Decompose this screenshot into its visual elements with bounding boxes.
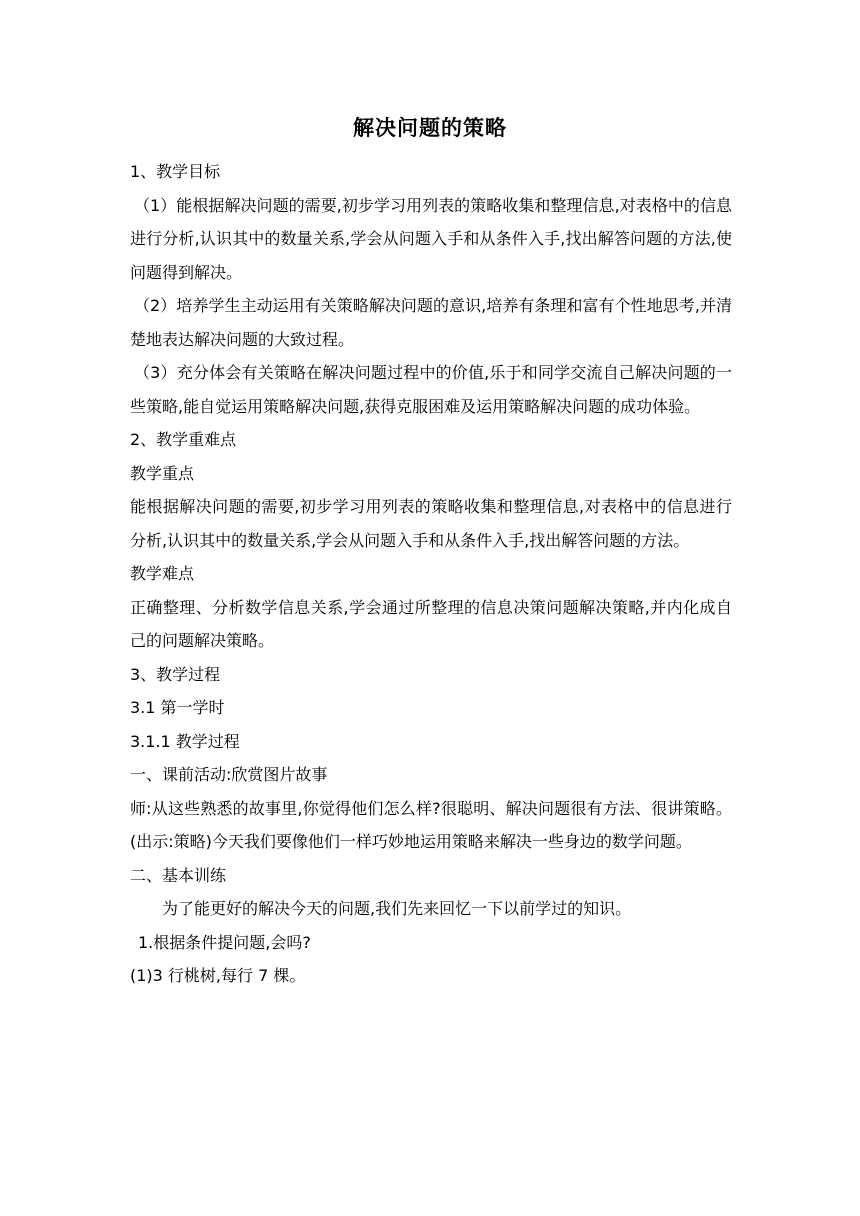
- paragraph: （2）培养学生主动运用有关策略解决问题的意识,培养有条理和富有个性地思考,并清楚地表达解决问题的大致过程。: [130, 296, 732, 349]
- subheading: 教学难点: [130, 564, 195, 583]
- paragraph: 正确整理、分析数学信息关系,学会通过所整理的信息决策问题解决策略,并内化成自己的问题解决策略。: [130, 597, 732, 650]
- paragraph: 为了能更好的解决今天的问题,我们先来回忆一下以前学过的知识。: [162, 899, 632, 918]
- subheading: 一、课前活动:欣赏图片故事: [130, 765, 328, 784]
- paragraph: （3）充分体会有关策略在解决问题过程中的价值,乐于和同学交流自己解决问题的一些策略,能自觉运用策略解决问题,获得克服困难及运用策略解决问题的成功体验。: [130, 363, 732, 416]
- paragraph: 师:从这些熟悉的故事里,你觉得他们怎么样?很聪明、解决问题很有方法、很讲策略。(出示:策略)今天我们要像他们一样巧妙地运用策略来解决一些身边的数学问题。: [130, 798, 732, 851]
- paragraph: （1）能根据解决问题的需要,初步学习用列表的策略收集和整理信息,对表格中的信息进行分析,认识其中的数量关系,学会从问题入手和从条件入手,找出解答问题的方法,使问题得到解决。: [130, 195, 732, 282]
- section-heading: 2、教学重难点: [130, 430, 237, 449]
- subheading: 教学重点: [130, 463, 195, 483]
- subheading: 二、基本训练: [130, 865, 227, 885]
- section-heading: 1、教学目标: [130, 162, 221, 181]
- paragraph: 1.根据条件提问题,会吗?: [138, 932, 311, 952]
- section-heading: 3、教学过程: [130, 664, 221, 684]
- paragraph: (1)3 行桃树,每行 7 棵。: [130, 966, 306, 985]
- paragraph: 能根据解决问题的需要,初步学习用列表的策略收集和整理信息,对表格中的信息进行分析,认识其中的数量关系,学会从问题入手和从条件入手,找出解答问题的方法。: [130, 497, 732, 550]
- subheading: 3.1.1 教学过程: [130, 731, 240, 751]
- document-title: 解决问题的策略: [353, 116, 507, 140]
- subheading: 3.1 第一学时: [130, 698, 225, 717]
- document-body: [130, 155, 732, 993]
